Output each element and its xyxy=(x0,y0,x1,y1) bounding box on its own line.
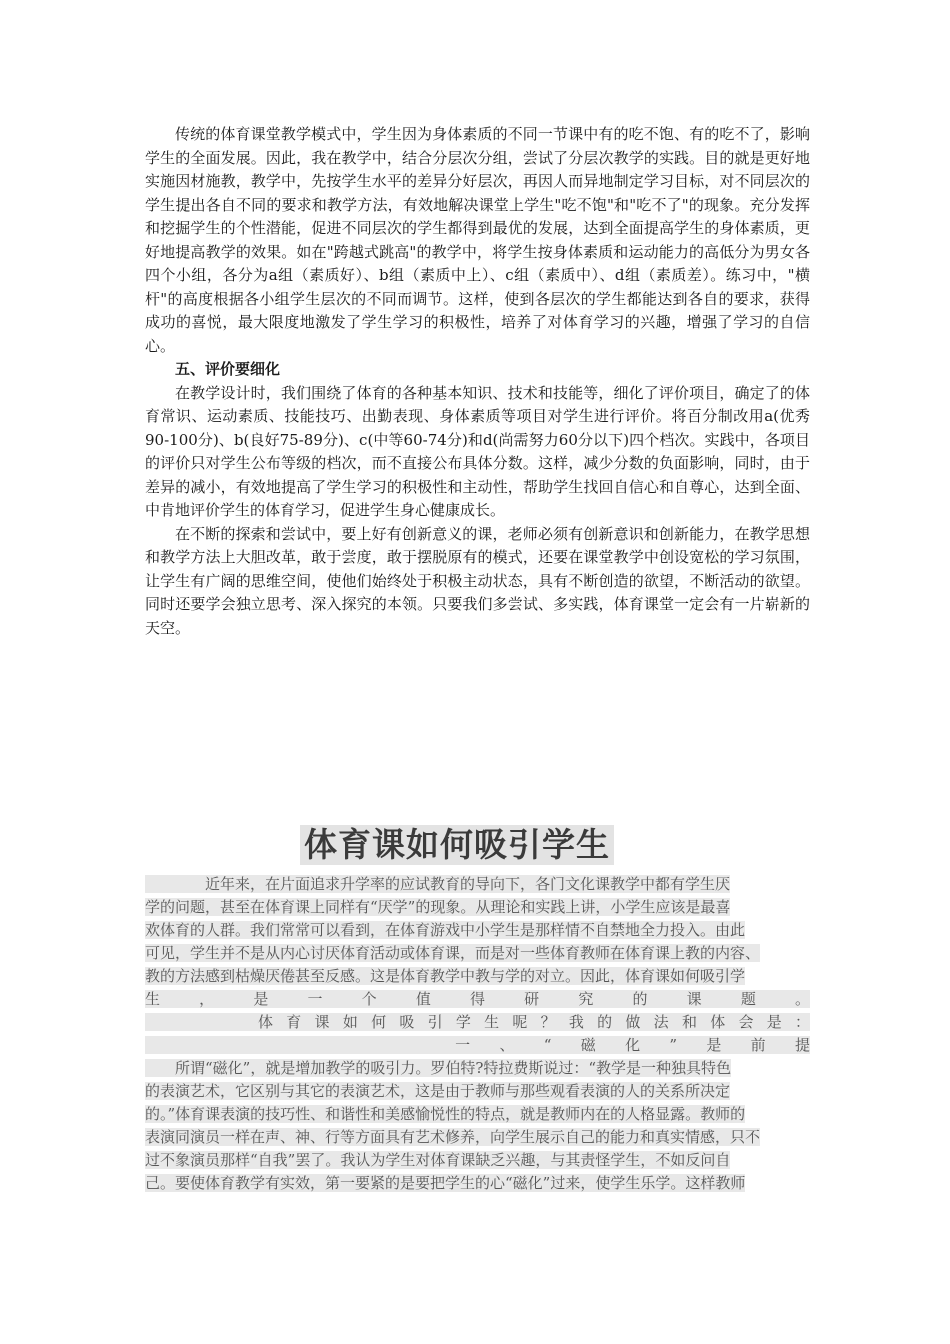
section-heading-evaluation: 五、评价要细化 xyxy=(175,360,281,378)
text-line: 表演同演员一样在声、神、行等方面具有艺术修养，向学生展示自己的能力和真实情感，只不 xyxy=(145,1128,761,1146)
text-line: 的表演艺术，它区别与其它的表演艺术，这是由于教师与那些观看表演的人的关系所决定 xyxy=(145,1082,731,1100)
text-line-justified: 生，是一个值得研究的课题。 xyxy=(145,990,810,1008)
text-line-justified: 体育课如何吸引学生呢？我的做法和体会是： xyxy=(145,1013,810,1031)
subheading-magnetize: 一、“磁化”是前提 xyxy=(145,1036,810,1054)
text-line: 学的问题，甚至在体育课上同样有“厌学”的现象。从理论和实践上讲，小学生应该是最喜 xyxy=(145,898,731,916)
text-line: 近年来，在片面追求升学率的应试教育的导向下，各门文化课教学中都有学生厌 xyxy=(145,875,731,893)
text-line: 所谓“磁化”，就是增加教学的吸引力。罗伯特?特拉费斯说过：“教学是一种独具特色 xyxy=(145,1059,732,1077)
paragraph-tiered-teaching: 传统的体育课堂教学模式中，学生因为身体素质的不同一节课中有的吃不饱、有的吃不了，影响学生的全面发展。因此，我在教学中，结合分层次分组，尝试了分层次教学的实践。目的就是更好地实施因材施教，教学中，先按学生水平的差异分好层次，再因人而异地制定学习目标，对不同层次的学生提出各自不同的要求和教学方法，有效地解决课堂上学生"吃不饱"和"吃不了"的现象。充分发挥和挖掘学生的个性潜能，促进不同层次的学生都得到最优的发展，达到全面提高学生的身体素质，更好地提高教学的效果。如在"跨越式跳高"的教学中，将学生按身体素质和运动能力的高低分为男女各四个小组，各分为a组（素质好）、b组（素质中上）、c组（素质中）、d组（素质差）。练习中，"横杆"的高度根据各小组学生层次的不同而调节。这样，使到各层次的学生都能达到各自的要求，获得成功的喜悦，最大限度地激发了学生学习的积极性，培养了对体育学习的兴趣，增强了学习的自信心。 xyxy=(145,125,810,355)
text-line: 欢体育的人群。我们常常可以看到，在体育游戏中小学生是那样情不自禁地全力投入。由此 xyxy=(145,921,746,939)
paragraph-innovation: 在不断的探索和尝试中，要上好有创新意义的课，老师必须有创新意识和创新能力，在教学思想和教学方法上大胆改革，敢于尝度，敢于摆脱原有的模式，还要在课堂教学中创设宽松的学习氛围，让学生有广阔的思维空间，使他们始终处于积极主动状态，具有不断创造的欲望，不断活动的欲望。同时还要学会独立思考、深入探究的本领。只要我们多尝试、多实践，体育课堂一定会有一片崭新的天空。 xyxy=(145,524,810,637)
paragraph-evaluation: 在教学设计时，我们围绕了体育的各种基本知识、技术和技能等，细化了评价项目，确定了的体育常识、运动素质、技能技巧、出勤表现、身体素质等项目对学生进行评价。将百分制改用a(优秀90-100分)、b(良好75-89分)、c(中等60-74分)和d(尚需努力60分以下)四个档次。实践中，各项目的评价只对学生公布等级的档次，而不直接公布具体分数。这样，减少分数的负面影响，同时，由于差异的减小，有效地提高了学生学习的积极性和主动性，帮助学生找回自信心和自尊心，达到全面、中肯地评价学生的体育学习，促进学生身心健康成长。 xyxy=(145,383,810,519)
article-section-1 xyxy=(145,123,810,640)
text-line: 教的方法感到枯燥厌倦甚至反感。这是体育教学中教与学的对立。因此，体育课如何吸引学 xyxy=(145,967,746,985)
article-section-2 xyxy=(145,873,810,1195)
text-line: 可见，学生并不是从内心讨厌体育活动或体育课，而是对一些体育教师在体育课上教的内容、 xyxy=(145,944,761,962)
text-line: 的。”体育课表演的技巧性、和谐性和美感愉悦性的特点，就是教师内在的人格显露。教师的 xyxy=(145,1105,746,1123)
text-line: 过不象演员那样“自我”罢了。我认为学生对体育课缺乏兴趣，与其责怪学生，不如反问自 xyxy=(145,1151,731,1169)
text-line: 己。要使体育教学有实效，第一要紧的是要把学生的心“磁化”过来，使学生乐学。这样教师 xyxy=(145,1174,746,1192)
article-title: 体育课如何吸引学生 xyxy=(300,825,614,865)
